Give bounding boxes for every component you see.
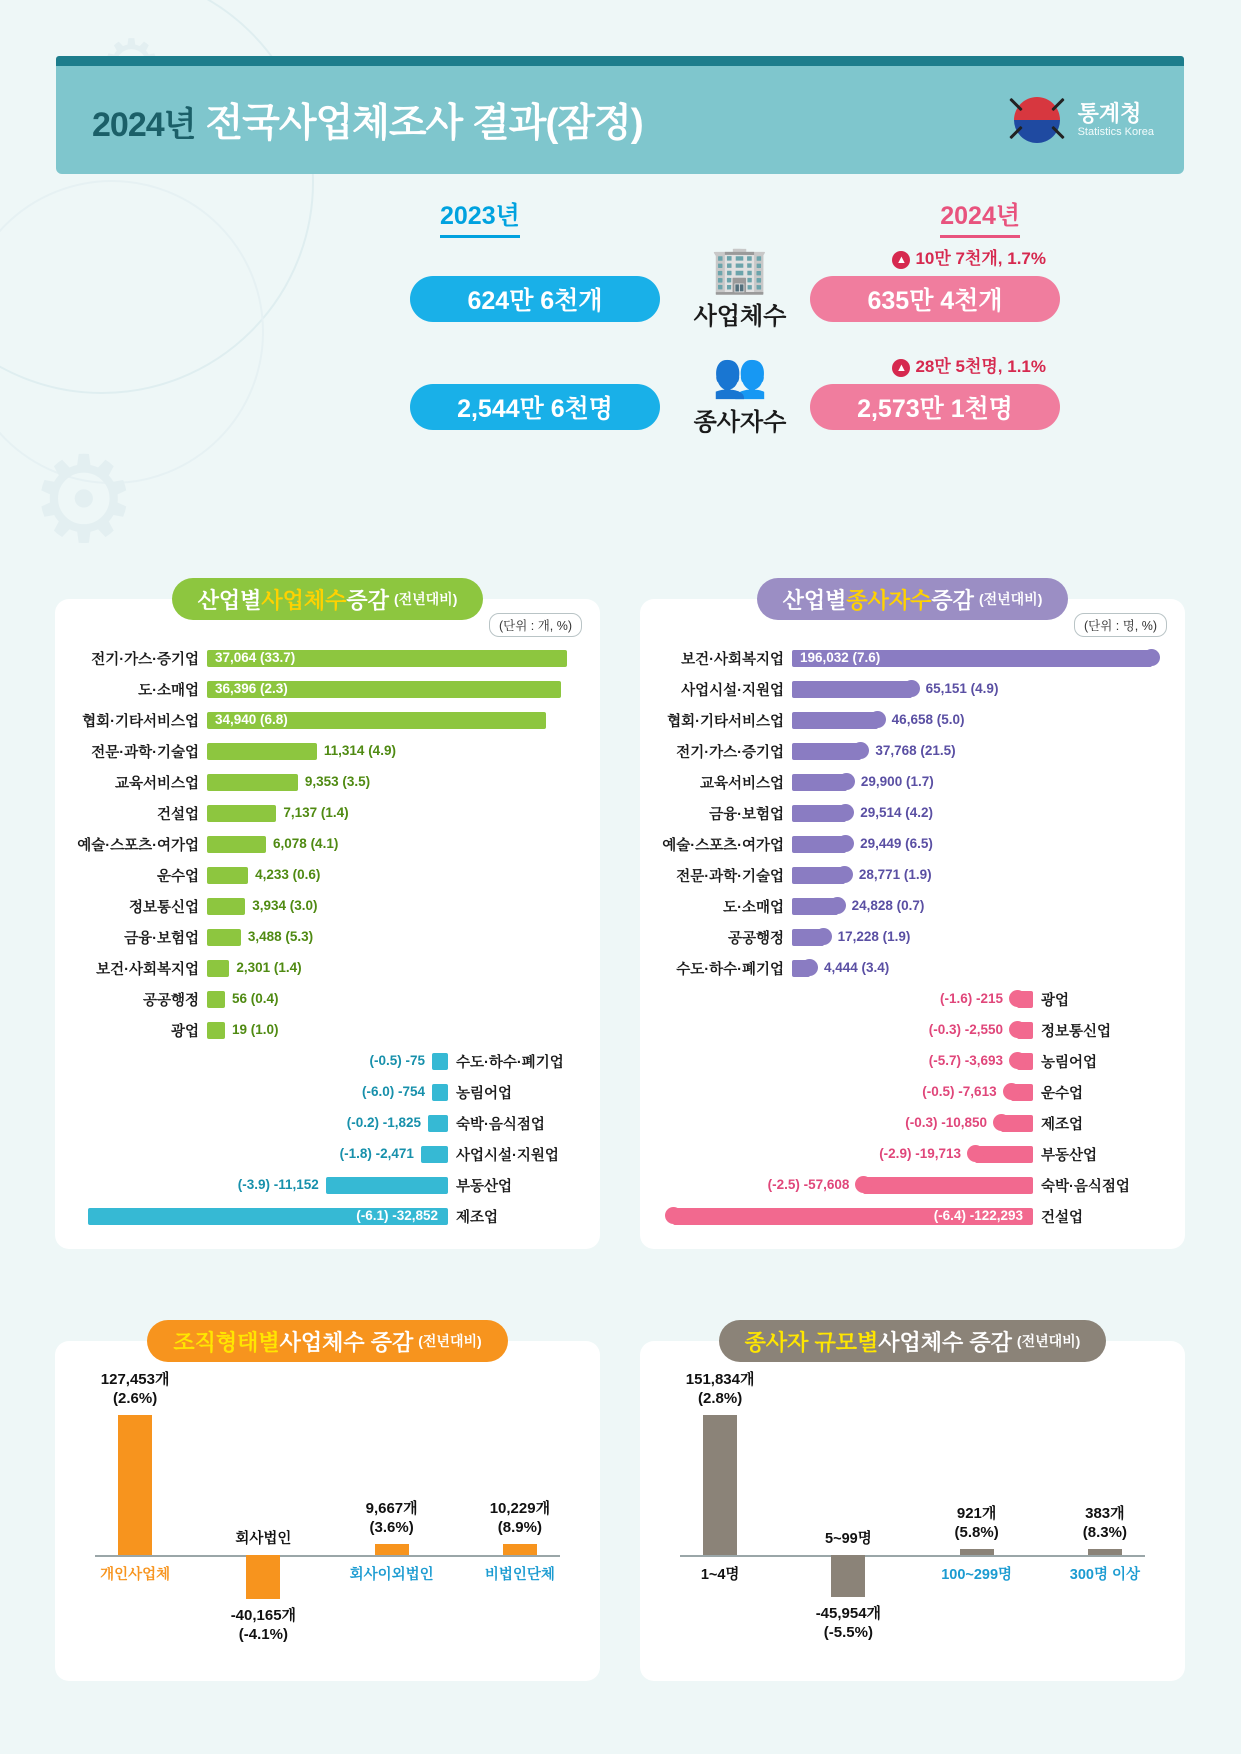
- column-percent: (5.8%): [954, 1523, 999, 1541]
- panel-title-suffix: 사업체수 증감: [279, 1329, 414, 1355]
- category-label: 전기·가스·증기업: [676, 745, 784, 761]
- chart-row: [71, 798, 584, 829]
- bar-end-dot: [1009, 990, 1026, 1007]
- taegeuk-icon: [1006, 89, 1068, 151]
- panel-biz-by-orgtype: [55, 1320, 600, 1681]
- column-value: 9,667개: [365, 1500, 418, 1518]
- category-label: 건설업: [156, 807, 199, 823]
- category-label: 농림어업: [456, 1086, 513, 1102]
- chart-row: [656, 1015, 1169, 1046]
- summary-row-label: 사업체수: [693, 303, 787, 330]
- chart-row: [656, 1201, 1169, 1232]
- bar-negative: [421, 1146, 448, 1163]
- column-value: 10,229개: [489, 1499, 551, 1517]
- chart-row: [71, 736, 584, 767]
- chart-row: [71, 1201, 584, 1232]
- value-label: 29,514 (4.2): [860, 805, 933, 820]
- column-category-label: 개인사업체: [100, 1567, 171, 1583]
- value-label: 9,353 (3.5): [304, 774, 371, 789]
- value-label: 196,032 (7.6): [800, 650, 881, 665]
- chart-biz-by-size: [656, 1371, 1169, 1687]
- value-label: 3,934 (3.0): [252, 898, 318, 913]
- category-label: 제조업: [1041, 1117, 1084, 1133]
- chart-row: [71, 643, 584, 674]
- value-label: 7,137 (1.4): [283, 805, 349, 820]
- chart-row: [656, 860, 1169, 891]
- category-label: 보건·사회복지업: [96, 962, 199, 978]
- bar-end-dot: [1009, 1021, 1026, 1038]
- value-label: 65,151 (4.9): [925, 681, 999, 696]
- panel-title-orgtype: [147, 1320, 507, 1362]
- column-value: -45,954개: [815, 1605, 882, 1623]
- bar-end-dot: [1009, 1052, 1026, 1069]
- category-label: 공공행정: [142, 993, 199, 1009]
- panel-title-highlight: 사업체수: [261, 587, 347, 613]
- chart-emp-by-industry: [656, 643, 1169, 1232]
- bar-end-dot: [838, 773, 855, 790]
- column-percent: (8.9%): [497, 1518, 542, 1536]
- column-value-group: [70, 1371, 200, 1409]
- value-label: 24,828 (0.7): [851, 898, 925, 913]
- value-label: (-0.5) -75: [369, 1053, 425, 1068]
- chart-row: [656, 767, 1169, 798]
- column-bar-negative: [246, 1555, 280, 1599]
- value-label: (-6.0) -754: [361, 1084, 425, 1099]
- column-value: 151,834개: [685, 1371, 755, 1388]
- panel-title-note: (전년대비): [978, 591, 1043, 607]
- category-label: 농림어업: [1041, 1055, 1098, 1071]
- bar-end-dot: [869, 711, 886, 728]
- column-value-group: [455, 1500, 585, 1538]
- chart-row: [656, 643, 1169, 674]
- chart-row: [71, 674, 584, 705]
- bar-positive: [207, 805, 276, 822]
- column-value-group: [783, 1605, 913, 1643]
- summary-2023-value: 2,544만 6천명: [410, 384, 660, 430]
- column-category-label: 회사이외법인: [349, 1567, 434, 1583]
- summary-row-business: [400, 238, 1060, 346]
- value-label: 4,233 (0.6): [255, 867, 321, 882]
- value-label: 36,396 (2.3): [215, 681, 288, 696]
- value-label: 19 (1.0): [232, 1022, 279, 1037]
- chart-row: [656, 1077, 1169, 1108]
- chart-row: [656, 798, 1169, 829]
- value-label: 28,771 (1.9): [858, 867, 932, 882]
- panel-title-prefix: 산업별: [197, 587, 262, 613]
- value-label: 4,444 (3.4): [824, 960, 890, 975]
- column-category-label: 300명 이상: [1069, 1567, 1140, 1583]
- category-label: 부동산업: [1041, 1148, 1098, 1164]
- zero-axis: [95, 1555, 560, 1557]
- bar-end-dot: [829, 897, 846, 914]
- bar-negative: [326, 1177, 448, 1194]
- chart-row: [71, 1046, 584, 1077]
- chart-biz-by-industry: [71, 643, 584, 1232]
- category-label: 부동산업: [456, 1179, 513, 1195]
- chart-row: [656, 1046, 1169, 1077]
- chart-row: [71, 1015, 584, 1046]
- chart-row: [71, 1108, 584, 1139]
- value-label: 37,064 (33.7): [215, 650, 296, 665]
- chart-row: [71, 829, 584, 860]
- bar-positive: [207, 836, 266, 853]
- bar-positive: [207, 898, 245, 915]
- bar-end-dot: [1003, 1083, 1020, 1100]
- chart-row: [71, 953, 584, 984]
- category-label: 숙박·음식점업: [1041, 1179, 1130, 1195]
- logo-label-kr: 통계청: [1077, 100, 1142, 126]
- panel-title-note: (전년대비): [418, 1333, 482, 1349]
- category-label: 공공행정: [727, 931, 784, 947]
- column-percent: (8.3%): [1082, 1523, 1127, 1541]
- chart-row: [656, 674, 1169, 705]
- value-label: (-0.3) -2,550: [928, 1022, 1003, 1037]
- panel-biz-by-industry: [55, 578, 600, 1249]
- column-value-group: [912, 1505, 1042, 1543]
- chart-row: [71, 1139, 584, 1170]
- chart-row: [71, 1170, 584, 1201]
- summary-2024-value: 635만 4천개: [810, 276, 1060, 322]
- chart-row: [656, 705, 1169, 736]
- category-label: 운수업: [156, 869, 199, 885]
- category-label: 협회·기타서비스업: [82, 714, 199, 730]
- column-bar-positive: [503, 1544, 537, 1555]
- bar-negative: [863, 1177, 1033, 1194]
- chart-row: [71, 860, 584, 891]
- category-label: 광업: [170, 1024, 199, 1040]
- chart-biz-by-orgtype: [71, 1371, 584, 1687]
- category-label: 도·소매업: [138, 683, 199, 699]
- value-label: 29,449 (6.5): [860, 836, 933, 851]
- value-label: 11,314 (4.9): [323, 743, 396, 758]
- value-label: (-6.1) -32,852: [356, 1208, 438, 1223]
- bar-positive: [792, 681, 912, 698]
- column-percent: (2.8%): [698, 1389, 743, 1407]
- panel-title-highlight: 종사자수: [846, 587, 932, 613]
- value-label: 56 (0.4): [232, 991, 279, 1006]
- category-label: 건설업: [1041, 1210, 1084, 1226]
- category-label: 사업시설·지원업: [681, 683, 784, 699]
- value-label: (-2.9) -19,713: [879, 1146, 961, 1161]
- category-label: 교육서비스업: [114, 776, 199, 792]
- category-label: 보건·사회복지업: [681, 652, 784, 668]
- bar-end-dot: [903, 680, 920, 697]
- chart-row: [656, 829, 1169, 860]
- bar-end-dot: [993, 1114, 1010, 1131]
- category-label: 전문·과학·기술업: [676, 869, 784, 885]
- bar-positive: [792, 743, 861, 760]
- panel-title-emp-industry: [757, 578, 1069, 620]
- value-label: 46,658 (5.0): [891, 712, 965, 727]
- column-percent: (2.6%): [113, 1389, 158, 1407]
- chart-row: [71, 1077, 584, 1108]
- value-label: (-0.5) -7,613: [922, 1084, 997, 1099]
- bar-end-dot: [1143, 649, 1160, 666]
- chart-row: [656, 922, 1169, 953]
- value-label: 34,940 (6.8): [215, 712, 288, 727]
- category-label: 정보통신업: [128, 900, 199, 916]
- panel-title-prefix: 산업별: [782, 587, 847, 613]
- category-label: 운수업: [1041, 1086, 1084, 1102]
- statistics-korea-logo: [1006, 89, 1154, 151]
- column-bar-positive: [960, 1549, 994, 1555]
- unit-label: (단위 : 개, %): [489, 613, 582, 637]
- panel-title-note: (전년대비): [1016, 1333, 1081, 1349]
- bar-end-dot: [837, 835, 854, 852]
- panel-title-suffix: 증감: [346, 587, 389, 613]
- page-title-main: 전국사업체조사 결과(잠정): [205, 102, 643, 145]
- bar-positive: [207, 929, 241, 946]
- category-label: 광업: [1041, 993, 1070, 1009]
- chart-row: [656, 1170, 1169, 1201]
- summary-delta-workers: ▲ 28만 5천명, 1.1%: [892, 352, 1046, 377]
- column-percent: (3.6%): [369, 1519, 414, 1537]
- bar-positive: [207, 774, 298, 791]
- category-label: 제조업: [456, 1210, 499, 1226]
- chart-row: [71, 891, 584, 922]
- category-label: 수도·하수·폐기업: [676, 962, 784, 978]
- bar-positive: [207, 991, 225, 1008]
- people-icon: 👥: [712, 351, 768, 400]
- chart-row: [71, 922, 584, 953]
- bar-end-dot: [665, 1207, 682, 1224]
- bar-end-dot: [836, 866, 853, 883]
- column-category-label: 회사법인: [235, 1531, 292, 1547]
- value-label: (-0.2) -1,825: [346, 1115, 422, 1130]
- chart-row: [656, 1108, 1169, 1139]
- building-icon: 🏢: [711, 243, 769, 295]
- column-percent: (-5.5%): [823, 1624, 873, 1642]
- value-label: (-2.5) -57,608: [767, 1177, 850, 1192]
- chart-row: [656, 736, 1169, 767]
- category-label: 수도·하수·폐기업: [456, 1055, 564, 1071]
- summary-row-workers: [400, 346, 1060, 454]
- bar-positive: [207, 867, 248, 884]
- panel-title-highlight: 조직형태별: [173, 1329, 280, 1355]
- category-label: 전문·과학·기술업: [91, 745, 199, 761]
- value-label: (-5.7) -3,693: [928, 1053, 1003, 1068]
- column-percent: (-4.1%): [238, 1625, 288, 1643]
- column-value: 383개: [1085, 1505, 1125, 1522]
- column-bar-positive: [1088, 1549, 1122, 1555]
- category-label: 도·소매업: [723, 900, 784, 916]
- value-label: (-1.6) -215: [939, 991, 1003, 1006]
- bar-end-dot: [967, 1145, 984, 1162]
- column-bar-negative: [831, 1555, 865, 1597]
- value-label: 29,900 (1.7): [860, 774, 934, 789]
- column-value: -40,165개: [230, 1607, 297, 1625]
- bar-negative: [432, 1053, 448, 1070]
- page-header: [56, 56, 1184, 174]
- panel-title-biz-industry: [172, 578, 484, 620]
- unit-label: (단위 : 명, %): [1074, 613, 1167, 637]
- value-label: 2,301 (1.4): [236, 960, 302, 975]
- category-label: 예술·스포츠·여가업: [77, 838, 199, 854]
- category-label: 예술·스포츠·여가업: [662, 838, 784, 854]
- bar-end-dot: [852, 742, 869, 759]
- category-label: 정보통신업: [1041, 1024, 1112, 1040]
- value-label: 3,488 (5.3): [247, 929, 314, 944]
- chart-row: [656, 953, 1169, 984]
- chart-row: [71, 705, 584, 736]
- column-category-label: 1~4명: [700, 1567, 740, 1583]
- value-label: (-3.9) -11,152: [237, 1177, 319, 1192]
- summary-2024-value: 2,573만 1천명: [810, 384, 1060, 430]
- bar-negative: [428, 1115, 448, 1132]
- category-label: 숙박·음식점업: [456, 1117, 545, 1133]
- column-bar-positive: [375, 1544, 409, 1555]
- column-value-group: [655, 1371, 785, 1409]
- category-label: 사업시설·지원업: [456, 1148, 559, 1164]
- bar-negative: [432, 1084, 448, 1101]
- bar-positive: [207, 743, 317, 760]
- column-category-label: 비법인단체: [484, 1567, 555, 1583]
- page-title-year: 2024년: [92, 106, 196, 144]
- summary-2023-value: 624만 6천개: [410, 276, 660, 322]
- value-label: (-1.8) -2,471: [339, 1146, 414, 1161]
- chart-row: [656, 1139, 1169, 1170]
- value-label: (-0.3) -10,850: [905, 1115, 988, 1130]
- column-value: 921개: [956, 1505, 997, 1522]
- column-category-label: 100~299명: [941, 1567, 1013, 1583]
- panel-title-size: [719, 1320, 1107, 1362]
- panel-title-note: (전년대비): [393, 591, 458, 607]
- value-label: 17,228 (1.9): [837, 929, 911, 944]
- panel-title-suffix: 증감: [931, 587, 974, 613]
- page-title: [92, 92, 643, 148]
- bar-end-dot: [815, 928, 832, 945]
- column-bar-positive: [703, 1415, 737, 1555]
- summary-year-2024: 2024년: [940, 196, 1020, 238]
- bar-positive: [792, 712, 878, 729]
- column-value: 127,453개: [100, 1371, 170, 1388]
- category-label: 금융·보험업: [124, 931, 199, 947]
- value-label: (-6.4) -122,293: [933, 1208, 1023, 1223]
- zero-axis: [680, 1555, 1145, 1557]
- gear-icon: ⚙: [30, 433, 138, 567]
- column-category-label: 5~99명: [825, 1531, 872, 1547]
- value-label: 37,768 (21.5): [875, 743, 956, 758]
- category-label: 전기·가스·증기업: [91, 652, 199, 668]
- chart-row: [71, 984, 584, 1015]
- bar-positive: [207, 960, 229, 977]
- value-label: 6,078 (4.1): [273, 836, 339, 851]
- category-label: 협회·기타서비스업: [667, 714, 784, 730]
- summary-year-2023: 2023년: [440, 196, 520, 238]
- category-label: 금융·보험업: [709, 807, 784, 823]
- header-accent-bar: [56, 56, 1184, 66]
- column-value-group: [327, 1500, 457, 1538]
- bar-end-dot: [837, 804, 854, 821]
- panel-title-suffix: 사업체수 증감: [878, 1329, 1012, 1355]
- panel-emp-by-industry: [640, 578, 1185, 1249]
- column-bar-positive: [118, 1415, 152, 1555]
- column-value-group: [1040, 1505, 1170, 1543]
- panel-biz-by-size: [640, 1320, 1185, 1681]
- logo-label-en: Statistics Korea: [1077, 126, 1154, 139]
- bar-positive: [207, 1022, 225, 1039]
- chart-row: [656, 984, 1169, 1015]
- bar-end-dot: [801, 959, 818, 976]
- column-value-group: [198, 1607, 328, 1645]
- summary-delta-business: ▲ 10만 7천개, 1.7%: [892, 244, 1046, 269]
- summary-section: [400, 196, 1060, 454]
- chart-row: [71, 767, 584, 798]
- chart-row: [656, 891, 1169, 922]
- panel-title-highlight: 종사자 규모별: [744, 1329, 879, 1355]
- category-label: 교육서비스업: [699, 776, 784, 792]
- summary-row-label: 종사자수: [693, 409, 787, 436]
